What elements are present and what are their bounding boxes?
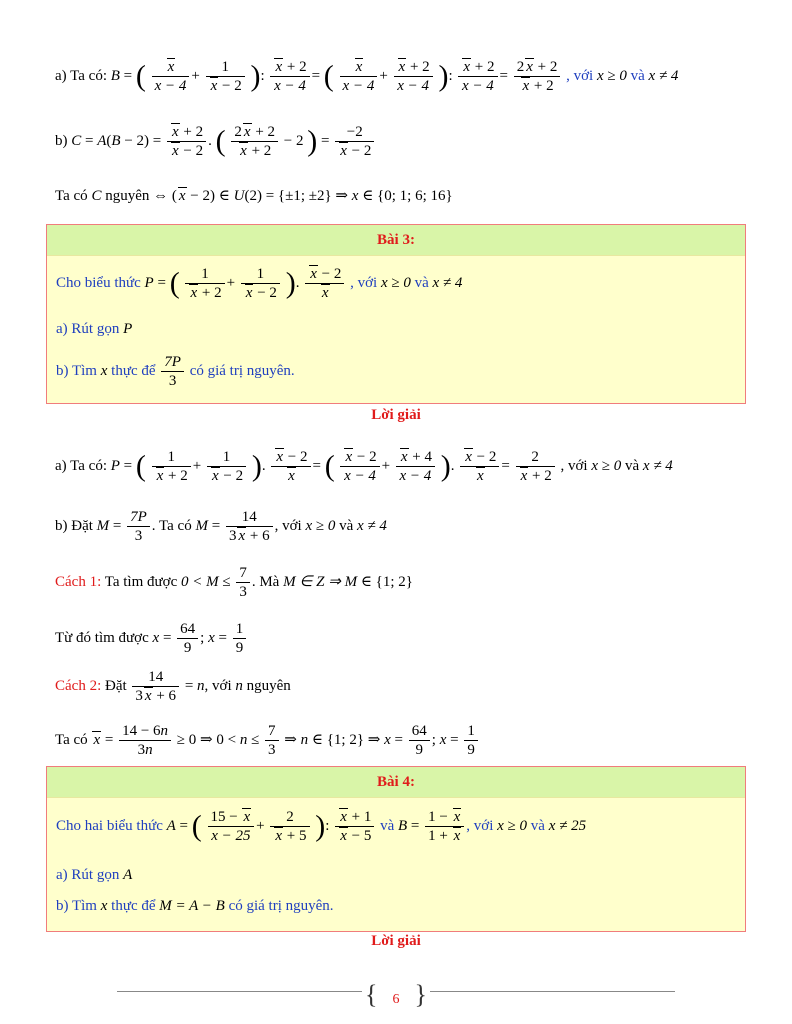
voi: , với — [566, 67, 594, 84]
exercise-header: Bài 4: — [47, 767, 745, 798]
left-brace-icon: { — [365, 980, 378, 1009]
part-b-post: có giá trị nguyên. — [228, 898, 334, 914]
ta-co: . Ta có — [151, 517, 192, 534]
label: a) Ta có: — [55, 457, 107, 474]
label: a) Ta có: — [55, 67, 107, 84]
solution-line-a-B: a) Ta có: B = ( $\frac{x}{x - 4}$ + $\frac{1}{x - 2}$ ): $\frac{x + 2}{x - 4}$ = ( $\frac{x}{x - 4}$ + $\frac{x + 2}{x - 4}$ ): $\frac{x + 2}{x - 4}$ = $\frac{2 x + 2}{x + 2}$ , với x ≥ 0 và x ≠ 4 — [55, 59, 679, 94]
va: và — [339, 517, 354, 534]
dat: Đặt — [105, 677, 127, 694]
exercise-statement: Cho biểu thức P = ( $\frac{1}{x + 2}$ + $\frac{1}{x - 2}$ ). $\frac{x - 2}{x}$ , với x ≥ 0 và x ≠ 4 — [56, 266, 463, 301]
ma: . Mà — [251, 573, 280, 590]
taco: Ta có — [55, 731, 88, 748]
part-a: a) Rút gọn — [56, 867, 120, 883]
solution-result1: Từ đó tìm được x = $\frac{64}{9}$ ; x = $\frac{1}{9}$ — [55, 620, 248, 657]
solution-cach2: Cách 2: Đặt $\frac{14}{3 x + 6}$ = n, với n nguyên — [55, 669, 291, 704]
va: và — [414, 274, 429, 291]
label: b) — [55, 132, 68, 149]
solution-line-b-C: b) C = A(B − 2) = $\frac{x + 2}{x - 2}$ . ( $\frac{2 x + 2}{x + 2}$ − 2 ) = $\frac{-2}{x - 2}$ — [55, 123, 376, 160]
cach2-label: Cách 2: — [55, 677, 102, 694]
exercise-part-a: a) Rút gọn A — [56, 867, 133, 883]
solution-line-integer: Ta có C nguyên ⇔ ( x − 2) ∈ U(2) = {±1; ±2} ⇒ x ∈ {0; 1; 6; 16} — [55, 188, 453, 204]
exercise-part-b: b) Tìm x thực để M = A − B có giá trị nguyên. — [56, 898, 334, 914]
and: và — [380, 817, 395, 834]
solution-3a: a) Ta có: P = ( $\frac{1}{x + 2}$ + $\frac{1}{x - 2}$ ). $\frac{x - 2}{x}$ = ( $\frac{x - 2}{x - 4}$ + $\frac{x + 4}{x - 4}$ ). $\frac{x - 2}{x}$ = $\frac{2}{x + 2}$ , với x ≥ 0 và x ≠ 4 — [55, 449, 673, 484]
cond: , với — [350, 274, 378, 291]
va: và — [630, 67, 645, 84]
nguyen: nguyên — [105, 188, 150, 204]
exercise-box-bai4 — [46, 766, 746, 932]
part-b-pre: b) Tìm — [56, 898, 97, 914]
page-number: 6 — [392, 991, 400, 1007]
label: Ta có — [55, 188, 88, 204]
solution-3b: b) Đặt M = $\frac{7P}{3}$ . Ta có M = $\frac{14}{3 x + 6}$ , với x ≥ 0 và x ≠ 4 — [55, 509, 387, 544]
exercise-header: Bài 3: — [47, 225, 745, 256]
solution-cach1: Cách 1: Ta tìm được 0 < M ≤ $\frac{7}{3}$ . Mà M ∈ Z ⇒ M ∈ {1; 2} — [55, 565, 413, 600]
part-b-pre: b) Tìm — [56, 362, 97, 379]
label: b) Đặt — [55, 517, 93, 534]
va: và — [530, 817, 545, 834]
voi: , với — [274, 517, 302, 534]
part-b-mid: thực để — [111, 898, 156, 914]
nguyen-end: nguyên — [246, 677, 291, 694]
va: và — [624, 457, 640, 474]
cach1-text: Ta tìm được — [104, 573, 178, 590]
voi-n: , với — [204, 677, 232, 694]
right-brace-icon: } — [414, 980, 427, 1009]
part-b-post: có giá trị nguyên. — [189, 362, 295, 379]
solution-result2: Ta có x = $\frac{14 - 6n}{3n}$ ≥ 0 ⇒ 0 < n ≤ $\frac{7}{3}$ ⇒ n ∈ {1; 2} ⇒ x = $\frac{64}{9}$ ; x = $\frac{1}{9}$ — [55, 722, 480, 759]
voi: , với — [560, 457, 588, 474]
cach1-label: Cách 1: — [55, 573, 102, 590]
footer-rule-right — [430, 991, 675, 992]
footer-rule-left — [117, 991, 362, 992]
part-a: a) Rút gọn — [56, 321, 120, 337]
loi-giai-title: Lời giải — [371, 407, 421, 423]
loi-giai-title: Lời giải — [371, 933, 421, 949]
exercise-statement: Cho hai biểu thức A = ( $\frac{15 - x}{x - 25}$ + $\frac{2}{x + 5}$ ): $\frac{x + 1}{x - 5}$ và B = $\frac{1 - x}{1 + x}$ , với x ≥ 0 và x ≠ 25 — [56, 809, 587, 844]
exercise-part-b: b) Tìm x thực để $\frac{7P}{3}$ có giá trị nguyên. — [56, 354, 295, 389]
exercise-part-a: a) Rút gọn P — [56, 321, 133, 337]
intro: Cho hai biểu thức — [56, 817, 163, 834]
tu-do: Từ đó tìm được — [55, 629, 149, 646]
exercise-box-bai3 — [46, 224, 746, 404]
part-b-mid: thực để — [111, 362, 156, 379]
intro: Cho biểu thức — [56, 274, 141, 291]
cond: , với — [466, 817, 494, 834]
page-number-box — [360, 980, 432, 1010]
